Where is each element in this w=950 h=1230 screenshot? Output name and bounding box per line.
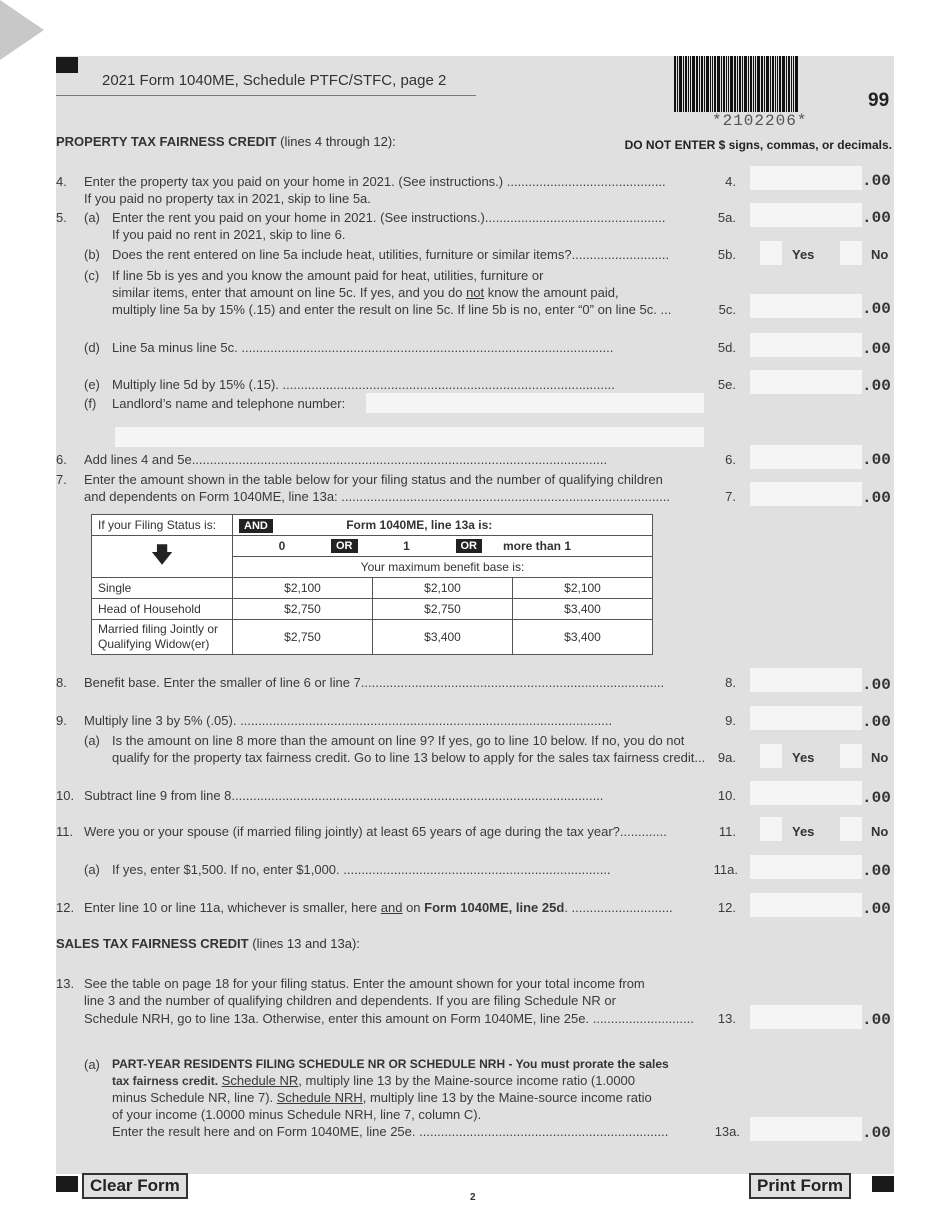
line-5e-input[interactable] xyxy=(750,370,862,394)
dependents-count-header xyxy=(233,536,653,557)
line-11a-label: 11a. xyxy=(713,862,738,877)
line-6-text: Add lines 4 and 5e................................................................................................................... xyxy=(84,452,608,467)
landlord-name-input[interactable] xyxy=(366,393,704,413)
line-13-text-1: See the table on page 18 for your filing status. Enter the amount shown for your total income from xyxy=(84,976,645,991)
form-number: 99 xyxy=(868,90,890,111)
line-5e-label: 5e. xyxy=(717,377,736,392)
line-13-label: 13. xyxy=(717,1011,736,1026)
line-13a-label: 13a. xyxy=(714,1124,740,1139)
line-12-input[interactable] xyxy=(750,893,862,917)
line-10-number: 10. xyxy=(56,788,75,803)
line-9-text: Multiply line 3 by 5% (.05). ....................................................................................................... xyxy=(84,713,613,728)
line-7-text-2: and dependents on Form 1040ME, line 13a: ........................................................................................... xyxy=(84,489,670,504)
line-9-cents: .00 xyxy=(862,713,891,731)
line-13-text-2: line 3 and the number of qualifying children and dependents. If you are filing Schedule NR or xyxy=(84,993,616,1008)
row-value: $3,400 xyxy=(513,620,653,655)
line-13a-text-3: minus Schedule NR, line 7). Schedule NRH, multiply line 13 by the Maine-source income ratio xyxy=(112,1090,652,1105)
line-5f-text: Landlord’s name and telephone number: xyxy=(112,396,346,411)
form-title: 2021 Form 1040ME, Schedule PTFC/STFC, page 2 xyxy=(102,72,447,89)
clear-form-button[interactable]: Clear Form xyxy=(82,1173,188,1199)
registration-mark-bottom-right xyxy=(872,1176,894,1192)
line-5c-text-3: multiply line 5a by 15% (.15) and enter the result on line 5c. If line 5b is no, enter “0” on line 5c. ... xyxy=(112,302,672,317)
line-5c-input[interactable] xyxy=(750,294,862,318)
line-13a-text-4: of your income (1.0000 minus Schedule NRH, line 7, column C). xyxy=(112,1107,482,1122)
line-5a-input[interactable] xyxy=(750,203,862,227)
page-number: 2 xyxy=(470,1192,476,1203)
line-7-input[interactable] xyxy=(750,482,862,506)
line-9a-text-1: Is the amount on line 8 more than the amount on line 9? If yes, go to line 10 below. If no, you do not xyxy=(112,733,685,748)
and-pill: AND xyxy=(239,519,273,533)
line-11-yes-label: Yes xyxy=(792,824,815,839)
line-13a-cents: .00 xyxy=(862,1124,891,1142)
line-5b-no-label: No xyxy=(871,247,889,262)
line-9a-no-checkbox[interactable] xyxy=(840,744,862,768)
line-11a-text: If yes, enter $1,500. If no, enter $1,000. .......................................................................... xyxy=(112,862,611,877)
registration-mark xyxy=(56,57,78,73)
line-5a-label: 5a. xyxy=(717,210,736,225)
line-9a-no-label: No xyxy=(871,750,889,765)
line-9a-prefix: (a) xyxy=(84,733,100,748)
line-5b-yes-checkbox[interactable] xyxy=(760,241,782,265)
line-5d-label: 5d. xyxy=(717,340,736,355)
line-13a-header-cell xyxy=(233,515,653,536)
line-9a-label: 9a. xyxy=(717,750,736,765)
section-heading-sales-tax: SALES TAX FAIRNESS CREDIT (lines 13 and 13a): xyxy=(56,936,360,951)
line-5d-cents: .00 xyxy=(862,340,891,358)
line-11-yes-checkbox[interactable] xyxy=(760,817,782,841)
col-2-label: more than 1 xyxy=(502,539,571,553)
line-10-input[interactable] xyxy=(750,781,862,805)
row-value: $2,750 xyxy=(233,599,373,620)
line-5d-input[interactable] xyxy=(750,333,862,357)
line-5c-prefix: (c) xyxy=(84,268,100,283)
line-13a-bold-1: PART-YEAR RESIDENTS FILING SCHEDULE NR OR SCHEDULE NRH - You must prorate the sales xyxy=(112,1057,669,1071)
line-8-text: Benefit base. Enter the smaller of line 6 or line 7.................................................................................... xyxy=(84,675,665,690)
line-5-number: 5. xyxy=(56,210,67,225)
arrow-down-icon: 🡇 xyxy=(92,536,233,578)
section-heading-property-tax: PROPERTY TAX FAIRNESS CREDIT (lines 4 through 12): xyxy=(56,134,396,149)
line-9-number: 9. xyxy=(56,713,67,728)
line-7-label: 7. xyxy=(725,489,736,504)
row-value: $2,100 xyxy=(373,578,513,599)
line-9-input[interactable] xyxy=(750,706,862,730)
row-value: $2,750 xyxy=(373,599,513,620)
line-5f-prefix: (f) xyxy=(84,396,97,411)
corner-triangle xyxy=(0,0,44,60)
line-13a-header: Form 1040ME, line 13a is: xyxy=(346,517,493,532)
line-5e-prefix: (e) xyxy=(84,377,100,392)
row-value: $3,400 xyxy=(373,620,513,655)
line-5b-text: Does the rent entered on line 5a include heat, utilities, furniture or similar items?........................... xyxy=(112,247,670,262)
line-4-subtext: If you paid no property tax in 2021, skip to line 5a. xyxy=(84,191,371,206)
line-4-number: 4. xyxy=(56,174,67,189)
row-value: $2,100 xyxy=(233,578,373,599)
table-row xyxy=(92,599,653,620)
line-6-number: 6. xyxy=(56,452,67,467)
line-12-cents: .00 xyxy=(862,900,891,918)
col-0-label: 0 xyxy=(278,539,286,553)
line-10-cents: .00 xyxy=(862,789,891,807)
line-12-number: 12. xyxy=(56,900,75,915)
landlord-phone-input[interactable] xyxy=(115,427,704,447)
line-8-cents: .00 xyxy=(862,676,891,694)
line-13-input[interactable] xyxy=(750,1005,862,1029)
line-5b-prefix: (b) xyxy=(84,247,100,262)
line-5c-label: 5c. xyxy=(718,302,736,317)
line-13a-prefix: (a) xyxy=(84,1057,100,1072)
line-11-label: 11. xyxy=(718,824,736,839)
barcode xyxy=(674,56,856,112)
line-10-label: 10. xyxy=(717,788,736,803)
line-5a-cents: .00 xyxy=(862,209,891,227)
line-13a-text-5: Enter the result here and on Form 1040ME, line 25e. ..................................................................... xyxy=(112,1124,669,1139)
line-13-cents: .00 xyxy=(862,1011,891,1029)
line-5b-label: 5b. xyxy=(717,247,736,262)
line-11-text: Were you or your spouse (if married filing jointly) at least 65 years of age during the tax year?............. xyxy=(84,824,667,839)
line-8-input[interactable] xyxy=(750,668,862,692)
line-5c-text-1: If line 5b is yes and you know the amount paid for heat, utilities, furniture or xyxy=(112,268,544,283)
line-13-number: 13. xyxy=(56,976,75,991)
line-8-label: 8. xyxy=(725,675,736,690)
or-pill-2: OR xyxy=(456,539,483,553)
row-status: Head of Household xyxy=(92,599,233,620)
registration-mark-bottom-left xyxy=(56,1176,78,1192)
line-9-label: 9. xyxy=(725,713,736,728)
max-benefit-caption: Your maximum benefit base is: xyxy=(233,557,653,578)
line-5e-text: Multiply line 5d by 15% (.15). ............................................................................................ xyxy=(112,377,615,392)
line-5e-cents: .00 xyxy=(862,377,891,395)
line-5b-yes-label: Yes xyxy=(792,247,815,262)
line-11-no-label: No xyxy=(871,824,889,839)
line-9a-text-2: qualify for the property tax fairness credit. Go to line 13 below to apply for the sales tax fairness credit... xyxy=(112,750,706,765)
print-form-button[interactable]: Print Form xyxy=(749,1173,851,1199)
line-7-cents: .00 xyxy=(862,489,891,507)
line-4-cents: .00 xyxy=(862,172,891,190)
line-5c-cents: .00 xyxy=(862,300,891,318)
line-12-text: Enter line 10 or line 11a, whichever is smaller, here and on Form 1040ME, line 25d. ............................ xyxy=(84,900,673,915)
line-5a-subtext: If you paid no rent in 2021, skip to line 6. xyxy=(112,227,346,242)
line-13a-input[interactable] xyxy=(750,1117,862,1141)
row-value: $2,100 xyxy=(513,578,653,599)
title-underline xyxy=(56,95,476,96)
line-12-label: 12. xyxy=(717,900,736,915)
line-4-label: 4. xyxy=(725,174,736,189)
line-11-no-checkbox[interactable] xyxy=(840,817,862,841)
line-13a-text-2: tax fairness credit. Schedule NR, multiply line 13 by the Maine-source income ratio (1.0000 xyxy=(112,1073,636,1088)
line-5a-prefix: (a) xyxy=(84,210,100,225)
line-5a-text: Enter the rent you paid on your home in 2021. (See instructions.).................................................. xyxy=(112,210,666,225)
entry-notice: DO NOT ENTER $ signs, commas, or decimals. xyxy=(624,138,892,152)
table-row xyxy=(92,578,653,599)
line-6-input[interactable] xyxy=(750,445,862,469)
line-10-text: Subtract line 9 from line 8....................................................................................................... xyxy=(84,788,604,803)
line-5d-prefix: (d) xyxy=(84,340,100,355)
line-5b-no-checkbox[interactable] xyxy=(840,241,862,265)
line-11-number: 11. xyxy=(56,824,74,839)
row-status: Married filing Jointly or Qualifying Widow(er) xyxy=(92,620,233,655)
benefit-base-table xyxy=(91,514,653,655)
row-value: $3,400 xyxy=(513,599,653,620)
line-9a-yes-label: Yes xyxy=(792,750,815,765)
row-status: Single xyxy=(92,578,233,599)
line-5d-text: Line 5a minus line 5c. ....................................................................................................... xyxy=(112,340,614,355)
line-5c-text-2: similar items, enter that amount on line 5c. If yes, and you do not know the amount paid, xyxy=(112,285,619,300)
line-4-text: Enter the property tax you paid on your home in 2021. (See instructions.) ............................................ xyxy=(84,174,666,189)
line-11a-input[interactable] xyxy=(750,855,862,879)
line-6-label: 6. xyxy=(725,452,736,467)
line-11a-prefix: (a) xyxy=(84,862,100,877)
filing-status-header: If your Filing Status is: xyxy=(92,515,233,536)
line-4-input[interactable] xyxy=(750,166,862,190)
line-11a-cents: .00 xyxy=(862,862,891,880)
line-7-number: 7. xyxy=(56,472,67,487)
line-9a-yes-checkbox[interactable] xyxy=(760,744,782,768)
line-8-number: 8. xyxy=(56,675,67,690)
line-6-cents: .00 xyxy=(862,451,891,469)
line-7-text-1: Enter the amount shown in the table below for your filing status and the number of qualifying children xyxy=(84,472,663,487)
barcode-number: *2102206* xyxy=(712,112,808,130)
line-13-text-3: Schedule NRH, go to line 13a. Otherwise, enter this amount on Form 1040ME, line 25e. ............................ xyxy=(84,1011,694,1026)
or-pill-1: OR xyxy=(331,539,358,553)
row-value: $2,750 xyxy=(233,620,373,655)
table-row xyxy=(92,620,653,655)
col-1-label: 1 xyxy=(403,539,410,553)
